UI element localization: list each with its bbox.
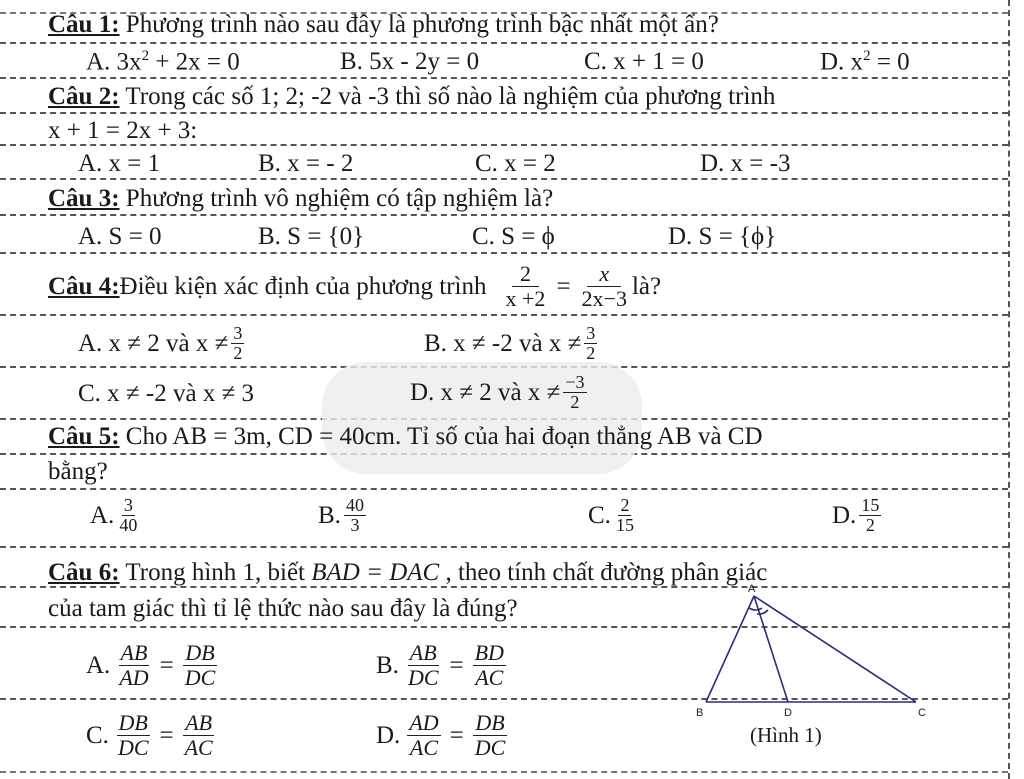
q3-stem (48, 186, 553, 211)
q6-text-b: , theo tính chất đường phân giác (439, 559, 768, 586)
q1-option-a[interactable]: A. $3x^2 + 2x = 0$ (86, 48, 240, 76)
q1-option-b[interactable]: B. 5x - 2y = 0 (340, 48, 480, 75)
q3-label: Câu 3: (48, 185, 120, 212)
q2-option-c[interactable]: C. x = 2 (475, 150, 556, 177)
q4-text: Điều kiện xác định của phương trình (119, 272, 487, 300)
q6-stem (48, 560, 767, 585)
q2-stem (48, 84, 775, 109)
fraction: $\frac{40}{3}$ (345, 495, 364, 535)
fraction: $\frac{DB}{DC}$ (117, 710, 149, 760)
q1-stem (48, 12, 719, 37)
q4-stem (48, 258, 661, 314)
angle-mark (749, 608, 762, 610)
figure-caption: (Hình 1) (750, 723, 822, 747)
q4-equals: = (556, 272, 571, 300)
q4-option-b[interactable]: B. x ≠ -2 và x ≠ $\frac{3}{2}$ (424, 323, 596, 363)
q3-option-a[interactable]: A. S = 0 (78, 223, 162, 250)
q4-tail: là? (631, 272, 662, 300)
q6-label: Câu 6: (48, 559, 120, 586)
q6-option-b[interactable]: B. $\frac{AB}{DC}$ = $\frac{BD}{AC}$ (376, 640, 504, 690)
q6-option-d[interactable]: D. $\frac{AD}{AC}$ = $\frac{DB}{DC}$ (376, 710, 506, 760)
fraction: $\frac{AB}{AC}$ (184, 710, 213, 760)
q6-angle: BAD = DAC (311, 559, 440, 586)
q3-text: Phương trình vô nghiệm có tập nghiệm là? (119, 185, 554, 212)
q1-option-d[interactable]: D. $x^2 = 0$ (820, 48, 910, 76)
q5-option-d[interactable]: D. $\frac{15}{2}$ (832, 495, 880, 535)
fraction: $\frac{15}{2}$ (861, 495, 880, 535)
q4-option-d[interactable]: D. x ≠ 2 và x ≠ $\frac{-3}{2}$ (410, 372, 585, 412)
fraction: $\frac{2}{15}$ (615, 495, 634, 535)
q2-equation: x + 1 = 2x + 3: (48, 117, 198, 144)
q4-fraction-right: $\frac{x}{2x-3}$ (581, 261, 627, 311)
q5-option-b[interactable]: B. $\frac{40}{3}$ (318, 495, 364, 535)
q5-stem (48, 424, 763, 449)
q2-text: Trong các số 1; 2; -2 và -3 thì số nào là nghiệm của phương trình (119, 83, 776, 110)
q2-label: Câu 2: (48, 83, 120, 110)
bisector-ad (754, 596, 788, 702)
fraction: $\frac{3}{2}$ (233, 323, 243, 363)
q5-stem-line2: bằng? (48, 458, 108, 485)
fraction: $\frac{AB}{AD}$ (119, 640, 149, 690)
side-ab (706, 596, 754, 702)
q5-label: Câu 5: (48, 423, 120, 450)
q1-option-c[interactable]: C. x + 1 = 0 (584, 48, 704, 75)
q3-option-d[interactable]: D. S = {ϕ} (668, 223, 777, 250)
fraction: $\frac{DB}{DC}$ (184, 640, 216, 690)
q3-option-b[interactable]: B. S = {0} (258, 223, 365, 250)
q5-option-c[interactable]: C. $\frac{2}{15}$ (588, 495, 634, 535)
q5-text: Cho AB = 3m, CD = 40cm. Tỉ số của hai đoạn thẳng AB và CD (119, 423, 763, 450)
row-divider (0, 771, 1008, 773)
fraction: $\frac{AB}{DC}$ (407, 640, 439, 690)
fraction: $\frac{BD}{AC}$ (474, 640, 504, 690)
fraction: $\frac{3}{40}$ (119, 495, 138, 535)
triangle-figure (690, 582, 940, 742)
vertex-label-b: B (696, 707, 704, 719)
side-ac (754, 596, 916, 702)
q2-option-a[interactable]: A. x = 1 (78, 150, 161, 177)
vertex-label-a: A (748, 583, 756, 595)
vertex-label-d: D (784, 707, 792, 719)
q6-option-a[interactable]: A. $\frac{AB}{AD}$ = $\frac{DB}{DC}$ (86, 640, 216, 690)
q2-option-b[interactable]: B. x = - 2 (258, 150, 354, 177)
q2-option-d[interactable]: D. x = -3 (700, 150, 791, 177)
q6-stem-line2: của tam giác thì tỉ lệ thức nào sau đây là đúng? (48, 595, 518, 622)
fraction: $\frac{3}{2}$ (586, 323, 596, 363)
right-border (1008, 0, 1010, 779)
fraction: $\frac{AD}{AC}$ (409, 710, 439, 760)
q4-fraction-left: $\frac{2}{x +2}$ (505, 261, 546, 311)
q3-option-c[interactable]: C. S = ϕ (472, 223, 555, 250)
q6-text: Trong hình 1, biết (119, 559, 305, 586)
q5-option-a[interactable]: A. $\frac{3}{40}$ (90, 495, 138, 535)
q4-label: Câu 4: (48, 272, 120, 300)
q6-option-c[interactable]: C. $\frac{DB}{DC}$ = $\frac{AB}{AC}$ (86, 710, 213, 760)
q1-text: Phương trình nào sau đây là phương trình bậc nhất một ẩn? (119, 11, 719, 38)
vertex-label-c: C (918, 707, 926, 719)
q4-option-c[interactable]: C. x ≠ -2 và x ≠ 3 (78, 380, 255, 407)
q4-option-a[interactable]: A. x ≠ 2 và x ≠ $\frac{3}{2}$ (78, 323, 243, 363)
fraction: $\frac{-3}{2}$ (565, 372, 585, 412)
q1-label: Câu 1: (48, 11, 120, 38)
fraction: $\frac{DB}{DC}$ (474, 710, 506, 760)
